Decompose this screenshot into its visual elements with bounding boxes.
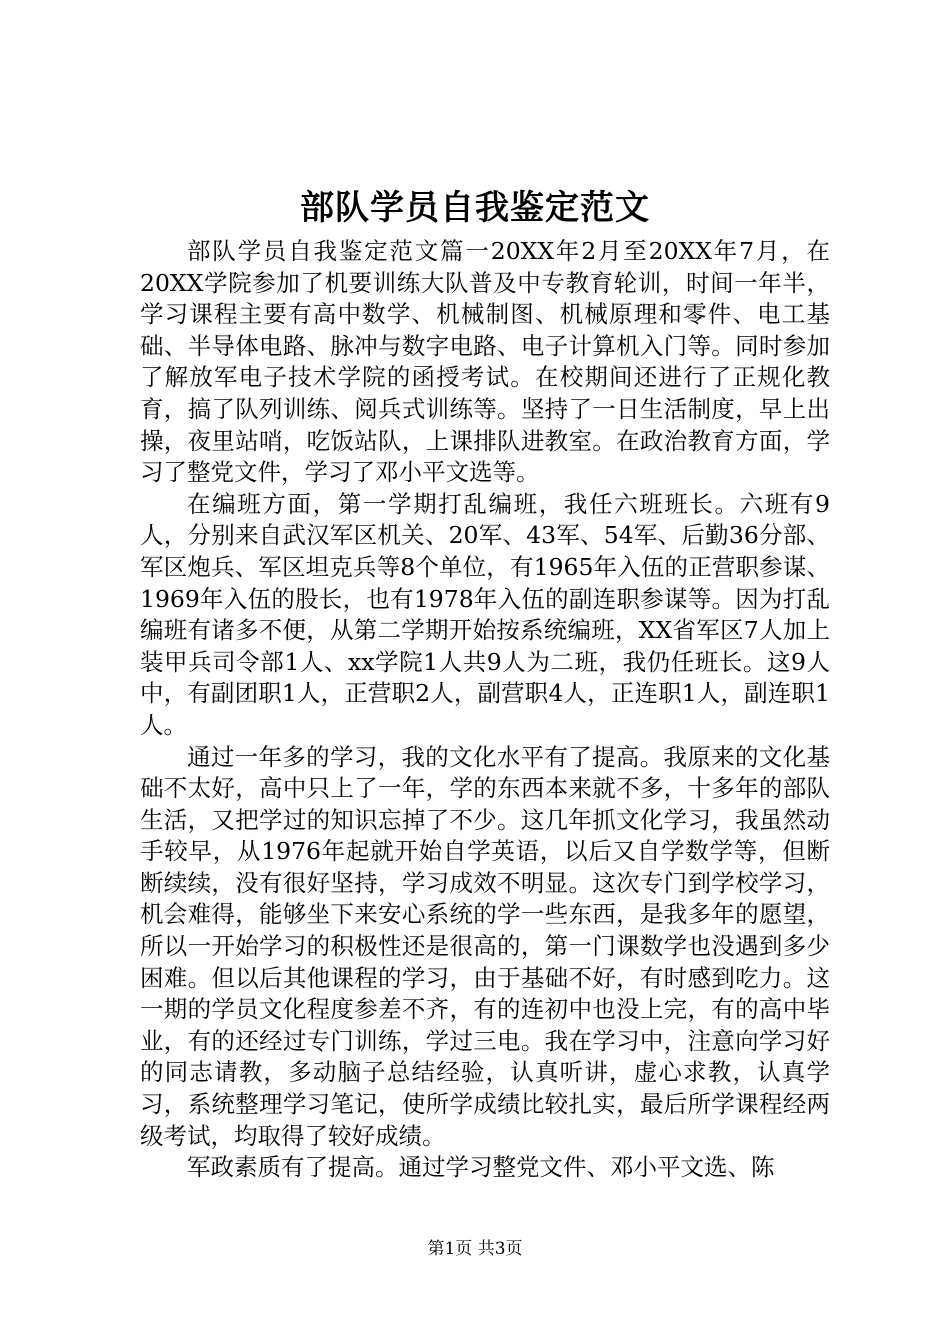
page-footer: 第1页 共3页 <box>427 1239 523 1259</box>
page-title: 部队学员自我鉴定范文 <box>300 188 650 228</box>
paragraph-3: 通过一年多的学习，我的文化水平有了提高。我原来的文化基础不太好，高中只上了一年，学的东西本来就不多，十多年的部队生活，又把学过的知识忘掉了不少。这几年抓文化学习，我虽然动手较早，从1976年起就开始自学英语，以后又自学数学等，但断断续续，没有很好坚持，学习成效不明显。这次专门到学校学习，机会难得，能够坐下来安心系统的学一些东西，是我多年的愿望，所以一开始学习的积极性还是很高的，第一门课数学也没遇到多少困难。但以后其他课程的学习，由于基础不好，有时感到吃力。这一期的学员文化程度参差不齐，有的连初中也没上完，有的高中毕业，有的还经过专门训练，学过三电。我在学习中，注意向学习好的同志请教，多动脑子总结经验，认真听讲，虚心求教，认真学习，系统整理学习笔记，使所学成绩比较扎实，最后所学课程经两级考试，均取得了较好成绩。 <box>140 742 830 1150</box>
document-body <box>140 236 830 1184</box>
paragraph-2: 在编班方面，第一学期打乱编班，我任六班班长。六班有9人，分别来自武汉军区机关、20军、43军、54军、后勤36分部、军区炮兵、军区坦克兵等8个单位，有1965年入伍的正营职参谋、1969年入伍的股长，也有1978年入伍的副连职参谋等。因为打乱编班有诸多不便，从第二学期开始按系统编班，XX省军区7人加上装甲兵司令部1人、xx学院1人共9人为二班，我仍任班长。这9人中，有副团职1人，正营职2人，副营职4人，正连职1人，副连职1人。 <box>140 489 830 739</box>
paragraph-1: 部队学员自我鉴定范文篇一20XX年2月至20XX年7月，在20XX学院参加了机要训练大队普及中专教育轮训，时间一年半，学习课程主要有高中数学、机械制图、机械原理和零件、电工基础、半导体电路、脉冲与数字电路、电子计算机入门等。同时参加了解放军电子技术学院的函授考试。在校期间还进行了正规化教育，搞了队列训练、阅兵式训练等。坚持了一日生活制度，早上出操，夜里站哨，吃饭站队，上课排队进教室。在政治教育方面，学习了整党文件，学习了邓小平文选等。 <box>140 237 830 487</box>
paragraph-4: 军政素质有了提高。通过学习整党文件、邓小平文选、陈 <box>187 1153 775 1182</box>
